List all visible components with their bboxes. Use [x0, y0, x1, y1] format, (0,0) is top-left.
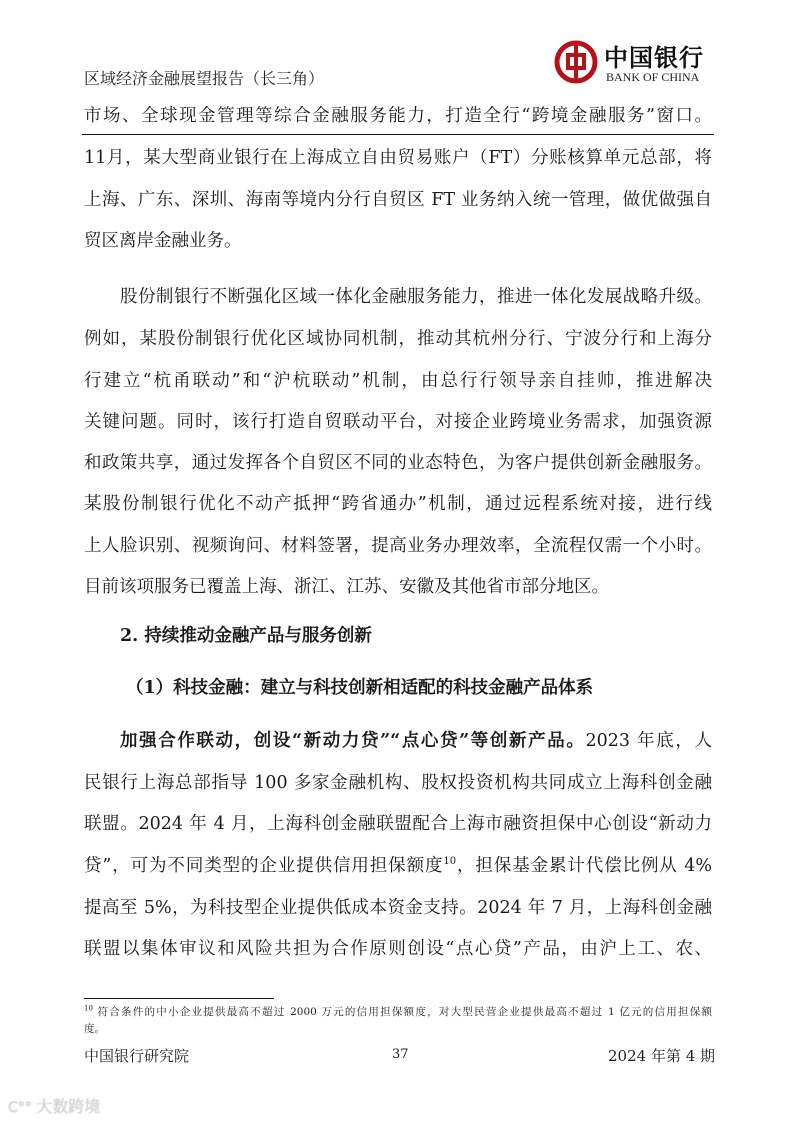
body-line: 联盟。2024 年 4 月，上海科创金融联盟配合上海市融资担保中心创设“新动力 [84, 814, 712, 834]
body-line: 联盟以集体审议和风险共担为合作原则创设“点心贷”产品，由沪上工、农、 [84, 939, 712, 959]
report-title: 区域经济金融展望报告（长三角） [84, 69, 325, 88]
footnote-marker: 10 [84, 1004, 93, 1013]
body-line: 某股份制银行优化不动产抵押“跨省通办”机制，通过远程系统对接，进行线 [84, 494, 712, 514]
body-line: 民银行上海总部指导 100 多家金融机构、股权投资机构共同成立上海科创金融 [84, 773, 712, 793]
body-line: 11月，某大型商业银行在上海成立自由贸易账户（FT）分账核算单元总部，将 [84, 148, 712, 168]
body-line [84, 854, 712, 878]
body-line: 市场、全球现金管理等综合金融服务能力，打造全行“跨境金融服务”窗口。 [84, 106, 712, 126]
lead-rest: 2023 年底，人 [585, 731, 712, 751]
body-line: 和政策共享，通过发挥各个自贸区不同的业态特色，为客户提供创新金融服务。 [84, 453, 712, 473]
watermark-text: 大数跨境 [36, 1097, 101, 1116]
bold-lead: 加强合作联动，创设“新动力贷”“点心贷”等创新产品。 [120, 731, 586, 751]
body-line: 上人脸识别、视频询问、材料签署，提高业务办理效率，全流程仅需一个小时。 [84, 536, 712, 556]
body-line [120, 729, 712, 753]
body-line: 例如，某股份制银行优化区域协同机制，推动其杭州分行、宁波分行和上海分 [84, 329, 712, 349]
bank-of-china-logo [554, 38, 714, 88]
footnote-text: 符合条件的中小企业提供最高不超过 2000 万元的信用担保额度，对大型民营企业提供最高不超过 1 亿元的信用担保额 [97, 1006, 712, 1018]
footer-institute: 中国银行研究院 [84, 1047, 190, 1065]
body-line: 股份制银行不断强化区域一体化金融服务能力，推进一体化发展战略升级。 [120, 287, 712, 307]
body-line: 行建立“杭甬联动”和“沪杭联动”机制，由总行行领导亲自挂帅，推进解决 [84, 371, 712, 391]
body-line: 目前该项服务已覆盖上海、浙江、江苏、安徽及其他省市部分地区。 [84, 577, 609, 597]
subsection-heading: （1）科技金融：建立与科技创新相适配的科技金融产品体系 [126, 678, 594, 698]
page-number: 37 [392, 1047, 409, 1062]
logo-chinese-text: 中国银行 [604, 43, 704, 72]
footnote-cont: 度。 [84, 1023, 105, 1035]
line-text: 贷”，可为不同类型的企业提供信用担保额度 [84, 856, 444, 876]
footnote-divider [84, 998, 274, 999]
footnote-ref[interactable]: 10 [443, 856, 457, 868]
body-line: 贸区离岸金融业务。 [84, 231, 242, 251]
footnote [84, 1004, 712, 1020]
header-divider [82, 134, 714, 135]
body-line: 提高至 5%，为科技型企业提供低成本资金支持。2024 年 7 月，上海科创金融 [84, 898, 712, 918]
boc-emblem-icon [554, 40, 598, 84]
section-heading: 2. 持续推动金融产品与服务创新 [120, 626, 372, 646]
line-text: ，担保基金累计代偿比例从 4% [456, 856, 713, 876]
body-line: 关键问题。同时，该行打造自贸联动平台，对接企业跨境业务需求，加强资源 [84, 412, 712, 432]
watermark [8, 1094, 100, 1117]
body-line: 上海、广东、深圳、海南等境内分行自贸区 FT 业务纳入统一管理，做优做强自 [84, 190, 712, 210]
logo-english-text: BANK OF CHINA [606, 70, 700, 84]
footer-issue: 2024 年第 4 期 [608, 1047, 716, 1065]
watermark-logo-icon: C°° [8, 1100, 37, 1116]
